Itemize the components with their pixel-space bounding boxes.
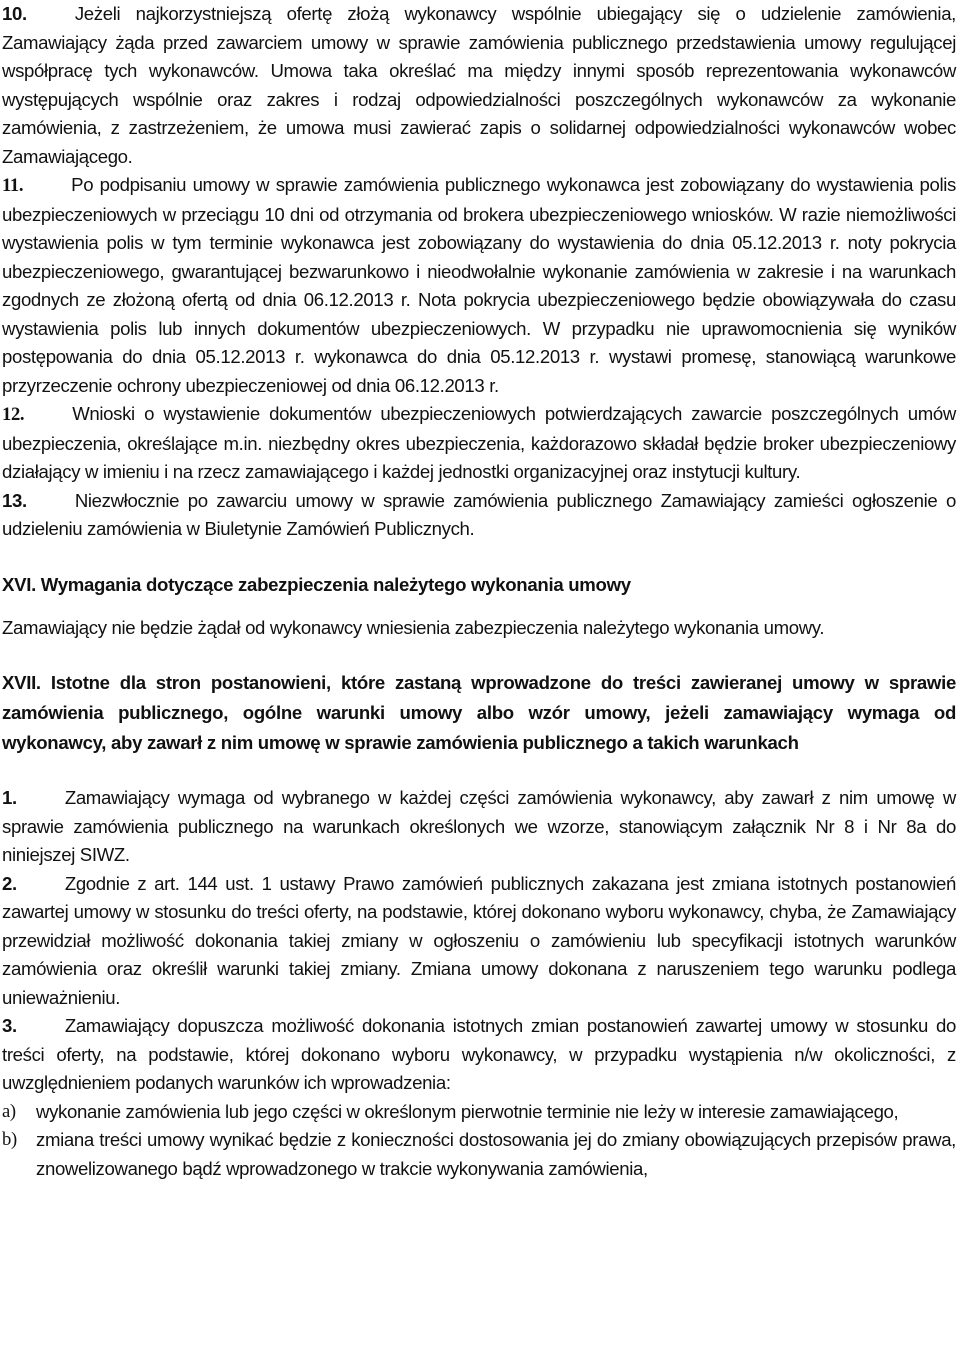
paragraph-13 <box>2 487 956 544</box>
paragraph-xvii-3 <box>2 1012 956 1098</box>
paragraph-text: Zamawiający wymaga od wybranego w każdej części zamówienia wykonawcy, aby zawarł z nim umowę w sprawie zamówienia publicznego na warunkach określonych we wzorze, stanowiącym załącznik Nr 8 i Nr 8a do niniejszej SIWZ. <box>2 787 956 865</box>
paragraph-11 <box>2 171 956 400</box>
list-marker: a) <box>2 1100 16 1122</box>
section-xvi-text: Zamawiający nie będzie żądał od wykonawcy wniesienia zabezpieczenia należytego wykonania umowy. <box>2 616 825 638</box>
paragraph-number: 2. <box>2 872 17 894</box>
list-item-a <box>2 1098 956 1127</box>
paragraph-text: Zgodnie z art. 144 ust. 1 ustawy Prawo zamówień publicznych zakazana jest zmiana istotnych postanowień zawartej umowy w stosunku do treści oferty, na podstawie, której dokonano wyboru wykonawcy, chyba, że Zamawiający przewidział możliwość dokonania takiej zmiany w ogłoszeniu o zamówieniu lub specyfikacji istotnych warunków zamówienia oraz określił warunki takiej zmiany. Zmiana umowy dokonana z naruszeniem tego warunku podlega unieważnieniu. <box>2 872 956 1008</box>
paragraph-text: Zamawiający dopuszcza możliwość dokonania istotnych zmian postanowień zawartej umowy w stosunku do treści oferty, na podstawie, której dokonano wyboru wykonawcy, w przypadku wystąpienia n/w okoliczności, z uwzględnieniem podanych warunków ich wprowadzenia: <box>2 1015 956 1093</box>
paragraph-12 <box>2 400 956 487</box>
paragraph-number: 11. <box>2 175 24 196</box>
paragraph-number: 12. <box>2 404 25 425</box>
paragraph-text: Wnioski o wystawienie dokumentów ubezpieczeniowych potwierdzających zawarcie poszczególnych umów ubezpieczenia, określające m.in. niezbędny okres ubezpieczenia, każdorazowo składał będzie broker ubezpieczeniowy działający w imieniu i na rzecz zamawiającego i każdej jednostki organizacyjnej oraz instytucji kultury. <box>2 403 956 482</box>
paragraph-text: Po podpisaniu umowy w sprawie zamówienia publicznego wykonawca jest zobowiązany do wystawienia polis ubezpieczeniowych w przeciągu 10 dni od otrzymania od brokera ubezpieczeniowego wniosków. W razie niemożliwości wystawienia polis w tym terminie wykonawca jest zobowiązany do wystawienia do dnia 05.12.2013 r. noty pokrycia ubezpieczeniowego, gwarantującej bezwarunkowo i nieodwołalnie wykonanie zamówienia w zakresie i na warunkach zgodnych ze złożoną ofertą od dnia 06.12.2013 r. Nota pokrycia ubezpieczeniowego będzie obowiązywała do czasu wystawienia polis lub innych dokumentów ubezpieczeniowych. W przypadku nie uprawomocnienia się wyników postępowania do dnia 05.12.2013 r. wykonawca do dnia 05.12.2013 r. wystawi promesę, stanowiącą warunkowe przyrzeczenie ochrony ubezpieczeniowej od dnia 06.12.2013 r. <box>2 174 956 396</box>
list-item-text: wykonanie zamówienia lub jego części w określonym pierwotnie terminie nie leży w interesie zamawiającego, <box>36 1100 899 1122</box>
paragraph-number: 3. <box>2 1015 17 1036</box>
paragraph-text: Niezwłocznie po zawarciu umowy w sprawie zamówienia publicznego Zamawiający zamieści ogłoszenie o udzieleniu zamówienia w Biuletynie Zamówień Publicznych. <box>2 489 956 539</box>
list-item-text: zmiana treści umowy wynikać będzie z konieczności dostosowania jej do zmiany obowiązujących przepisów prawa, znowelizowanego bądź wprowadzonego w trakcie wykonywania zamówienia, <box>36 1129 956 1179</box>
paragraph-number: 13. <box>2 489 27 511</box>
section-heading-xvii: XVII. Istotne dla stron postanowieni, które zastaną wprowadzone do treści zawieranej umowy w sprawie zamówienia publicznego, ogólne warunki umowy albo wzór umowy, jeżeli zamawiający wymaga od wykonawcy, aby zawarł z nim umowę w sprawie zamówienia publicznego a takich warunkach <box>2 672 956 753</box>
paragraph-xvii-1 <box>2 784 956 870</box>
paragraph-text: Jeżeli najkorzystniejszą ofertę złożą wykonawcy wspólnie ubiegający się o udzielenie zamówienia, Zamawiający żąda przed zawarciem umowy w sprawie zamówienia publicznego przedstawienia umowy regulującej współpracę tych wykonawców. Umowa taka określać ma między innymi sposób reprezentowania wykonawców występujących wspólnie oraz zakres i rodzaj odpowiedzialności poszczególnych wykonawców za wykonanie zamówienia, z zastrzeżeniem, że umowa musi zawierać zapis o solidarnej odpowiedzialności wykonawców wobec Zamawiającego. <box>2 3 956 167</box>
paragraph-number: 10. <box>2 3 27 24</box>
paragraph-number: 1. <box>2 787 17 808</box>
paragraph-10 <box>2 0 956 171</box>
list-marker: b) <box>2 1129 17 1150</box>
list-item-b <box>2 1126 956 1183</box>
section-heading-xvi: XVI. Wymagania dotyczące zabezpieczenia należytego wykonania umowy <box>2 573 631 595</box>
paragraph-xvii-2 <box>2 870 956 1013</box>
